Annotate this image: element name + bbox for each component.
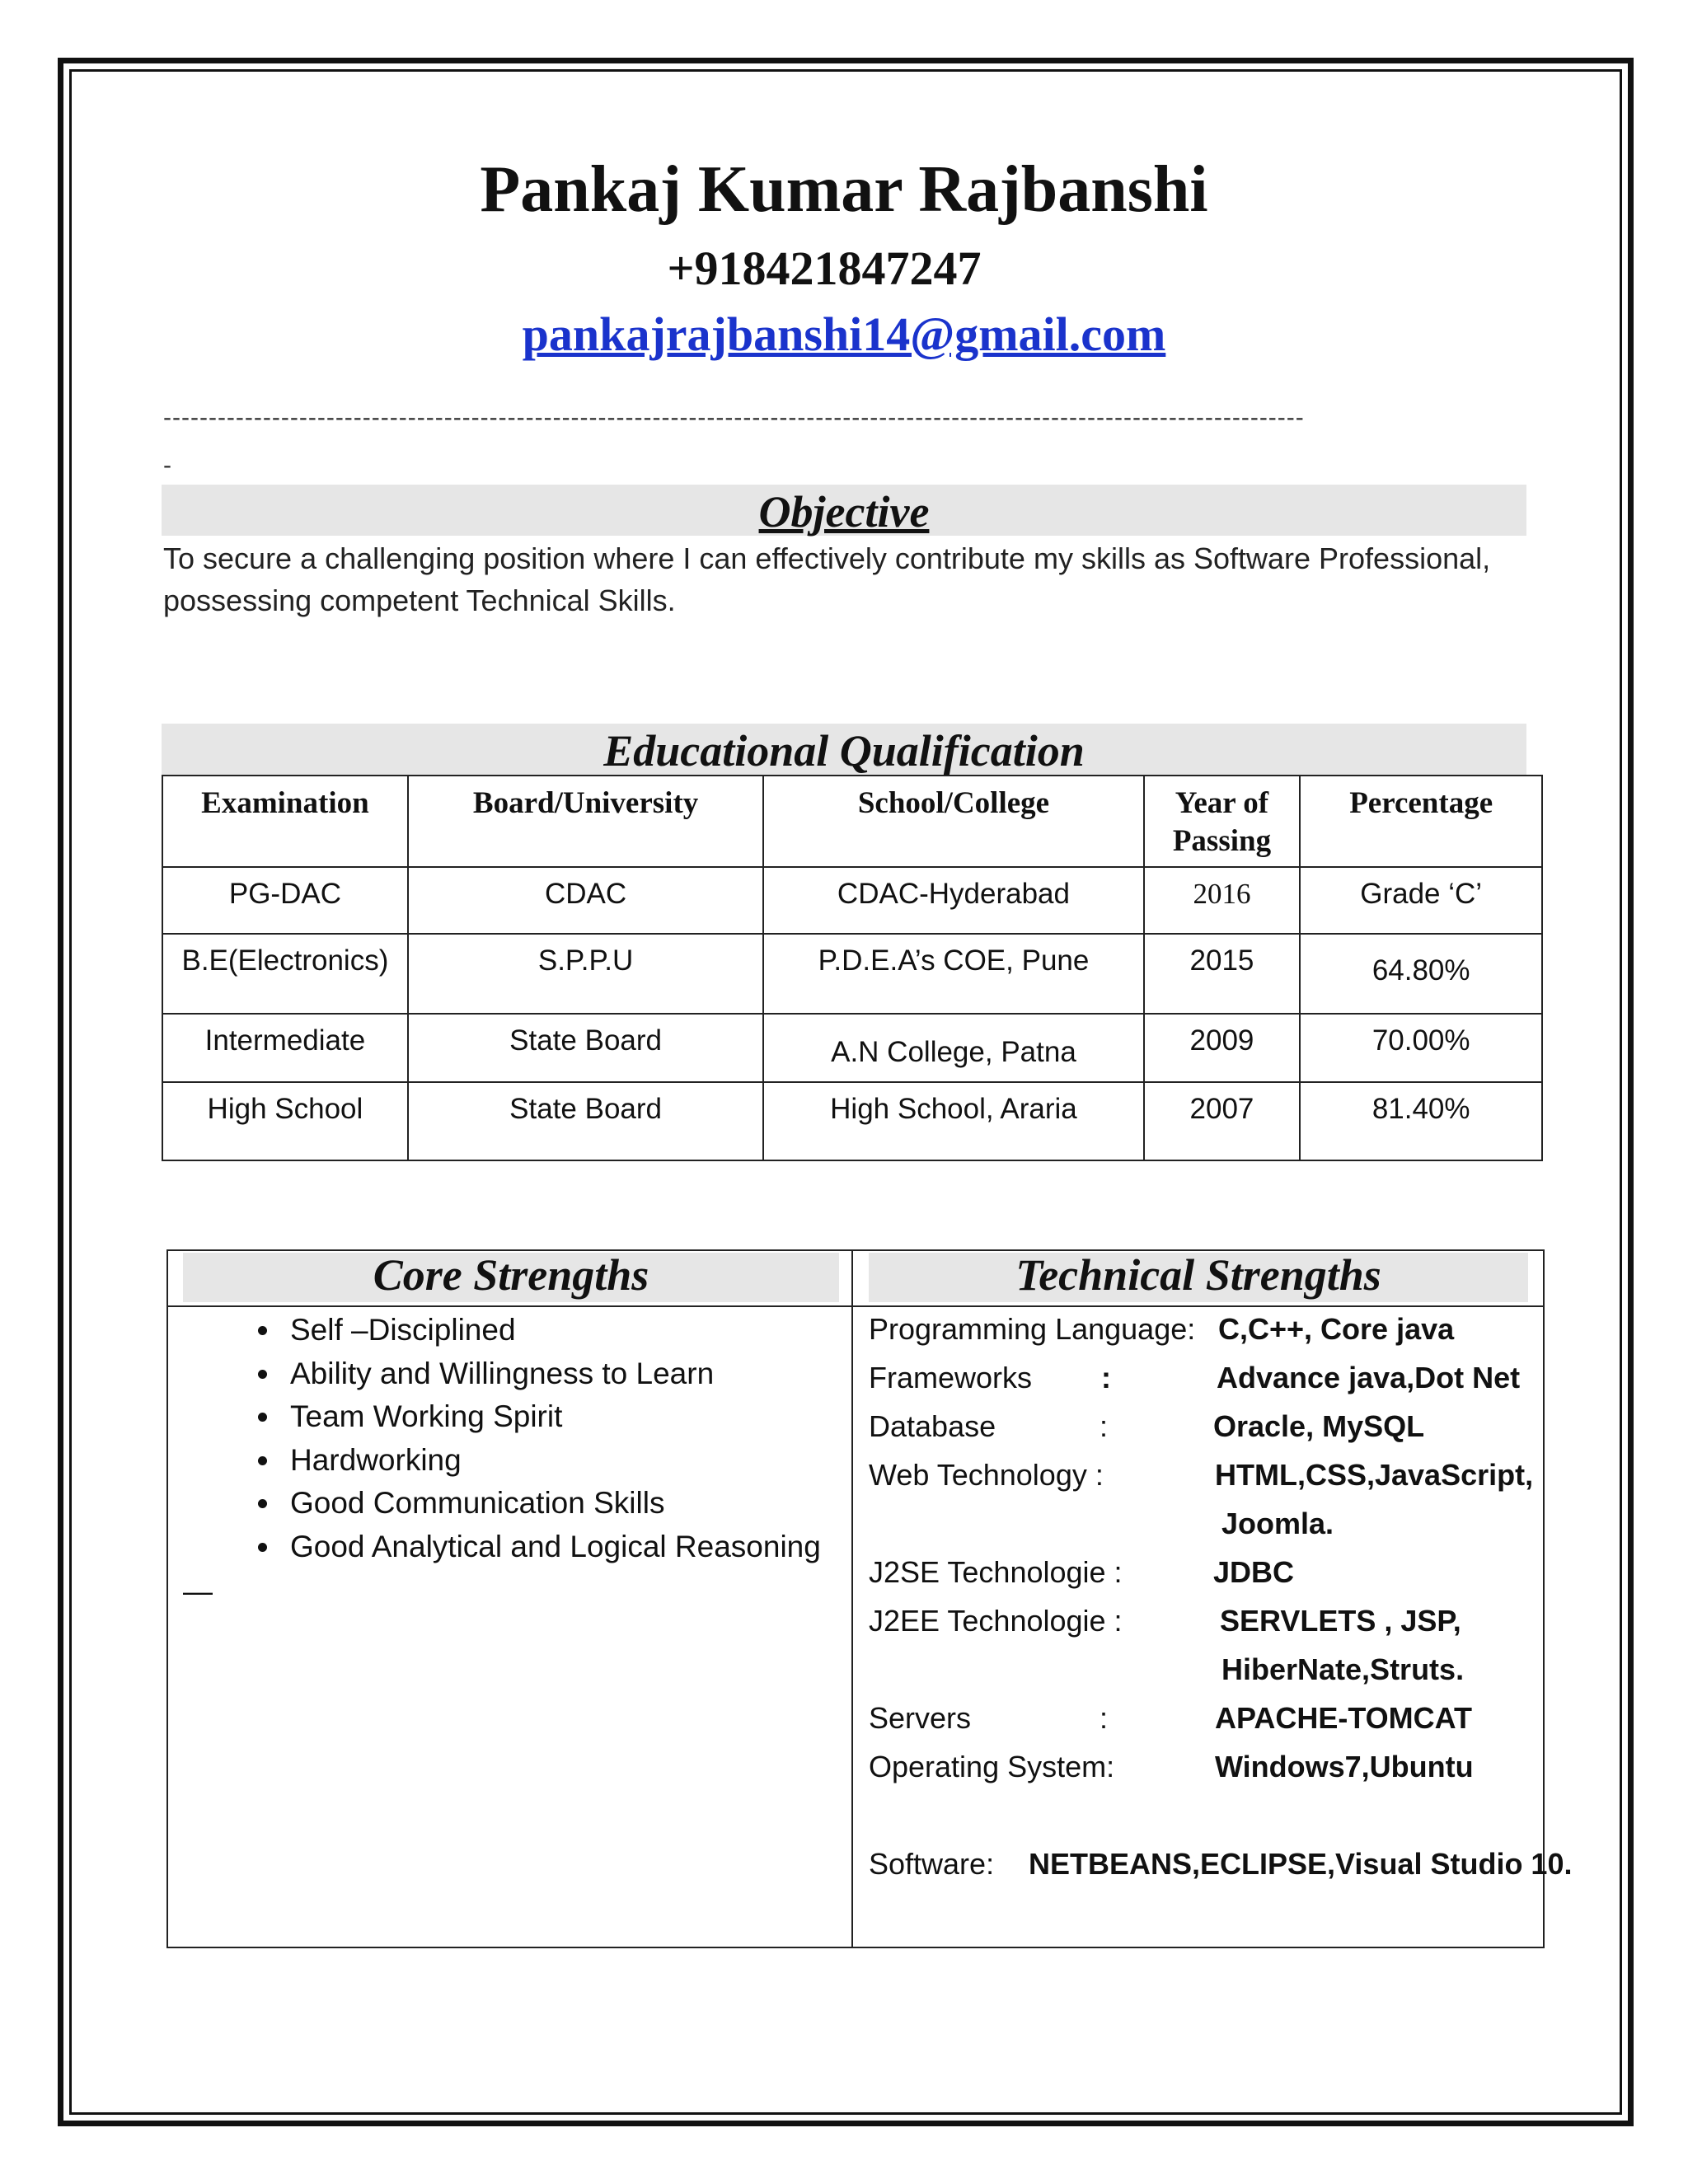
list-item: • Ability and Willingness to Learn [282,1352,821,1396]
tech-label: Frameworks [869,1361,1033,1394]
tech-label: Web Technology : [869,1458,1104,1492]
table-cell: High School [162,1082,408,1160]
education-heading: Educational Qualification [603,726,1085,776]
table-row [162,867,1542,934]
objective-text: To secure a challenging position where I can effectively contribute my skills as Software Professional, possessing competent Technical Skills. [163,541,1491,617]
table-header-row [162,776,1542,867]
core-end-mark: — [183,1574,213,1608]
table-cell: Grade ‘C’ [1300,867,1542,934]
table-cell: 2016 [1144,867,1301,934]
tech-label: J2SE Technologie : [869,1555,1123,1589]
separator-tail: - [163,452,171,479]
table-cell: State Board [408,1082,763,1160]
technical-strengths-heading: Technical Strengths [1015,1250,1381,1300]
table-row [162,1082,1542,1160]
column-header: Percentage [1300,776,1542,867]
column-header: School/College [763,776,1143,867]
column-header: Year of Passing [1144,776,1301,867]
table-cell: 81.40% [1300,1082,1542,1160]
column-header: Board/University [408,776,763,867]
tech-value: HTML,CSS,JavaScript, [1215,1458,1534,1492]
tech-value-continued: Joomla. [1221,1507,1334,1540]
tech-value: C,C++, Core java [1218,1312,1455,1346]
tech-label: J2EE Technologie : [869,1604,1123,1638]
table-row [162,934,1542,1014]
technical-strengths-list [869,1309,1573,1886]
tech-label: Operating System: [869,1750,1115,1783]
table-cell: PG-DAC [162,867,408,934]
list-item: • Team Working Spirit [282,1395,821,1439]
table-cell: 2015 [1144,934,1301,1014]
table-cell: CDAC-Hyderabad [763,867,1143,934]
objective-heading: Objective [758,487,930,537]
tech-value: SERVLETS , JSP, [1220,1604,1461,1638]
list-item: • Hardworking [282,1439,821,1483]
table-cell: P.D.E.A’s COE, Pune [763,934,1143,1014]
separator-line: ------------------------------------------------------------------------------------------------------------------------------ [163,404,1305,431]
tech-label: Software: [869,1847,995,1881]
tech-value: Windows7,Ubuntu [1215,1750,1474,1783]
candidate-name: Pankaj Kumar Rajbanshi [480,153,1208,226]
table-cell: S.P.P.U [408,934,763,1014]
table-cell: 64.80% [1300,934,1542,1014]
tech-value: APACHE-TOMCAT [1215,1701,1472,1735]
table-row [162,1014,1542,1082]
tech-value: Oracle, MySQL [1213,1409,1425,1443]
table-cell: B.E(Electronics) [162,934,408,1014]
table-cell: Intermediate [162,1014,408,1082]
list-item: • Good Analytical and Logical Reasoning [282,1526,821,1569]
table-cell: CDAC [408,867,763,934]
phone-number: +918421847247 [667,241,982,295]
list-item: • Self –Disciplined [282,1309,821,1352]
list-item: • Good Communication Skills [282,1482,821,1526]
column-header: Examination [162,776,408,867]
strengths-divider [851,1249,853,1948]
tech-value: NETBEANS,ECLIPSE,Visual Studio 10. [1029,1847,1573,1881]
tech-colon: : [1100,1409,1109,1443]
email-link[interactable]: pankajrajbanshi14@gmail.com [522,307,1166,361]
tech-colon: : [1100,1701,1109,1735]
table-cell: High School, Araria [763,1082,1143,1160]
tech-label: Programming Language: [869,1312,1196,1346]
table-cell: State Board [408,1014,763,1082]
table-cell: 2007 [1144,1082,1301,1160]
core-strengths-heading: Core Strengths [373,1250,649,1300]
tech-label: Database [869,1409,996,1443]
core-strengths-list [239,1309,821,1568]
tech-colon: : [1101,1361,1111,1394]
tech-value: JDBC [1213,1555,1295,1589]
tech-value-continued: HiberNate,Struts. [1221,1652,1465,1686]
tech-value: Advance java,Dot Net [1217,1361,1521,1394]
table-cell: 2009 [1144,1014,1301,1082]
tech-label: Servers [869,1701,972,1735]
strengths-header-divider [166,1305,1545,1307]
table-cell: A.N College, Patna [763,1014,1143,1082]
table-cell: 70.00% [1300,1014,1542,1082]
education-table [162,775,1543,1161]
